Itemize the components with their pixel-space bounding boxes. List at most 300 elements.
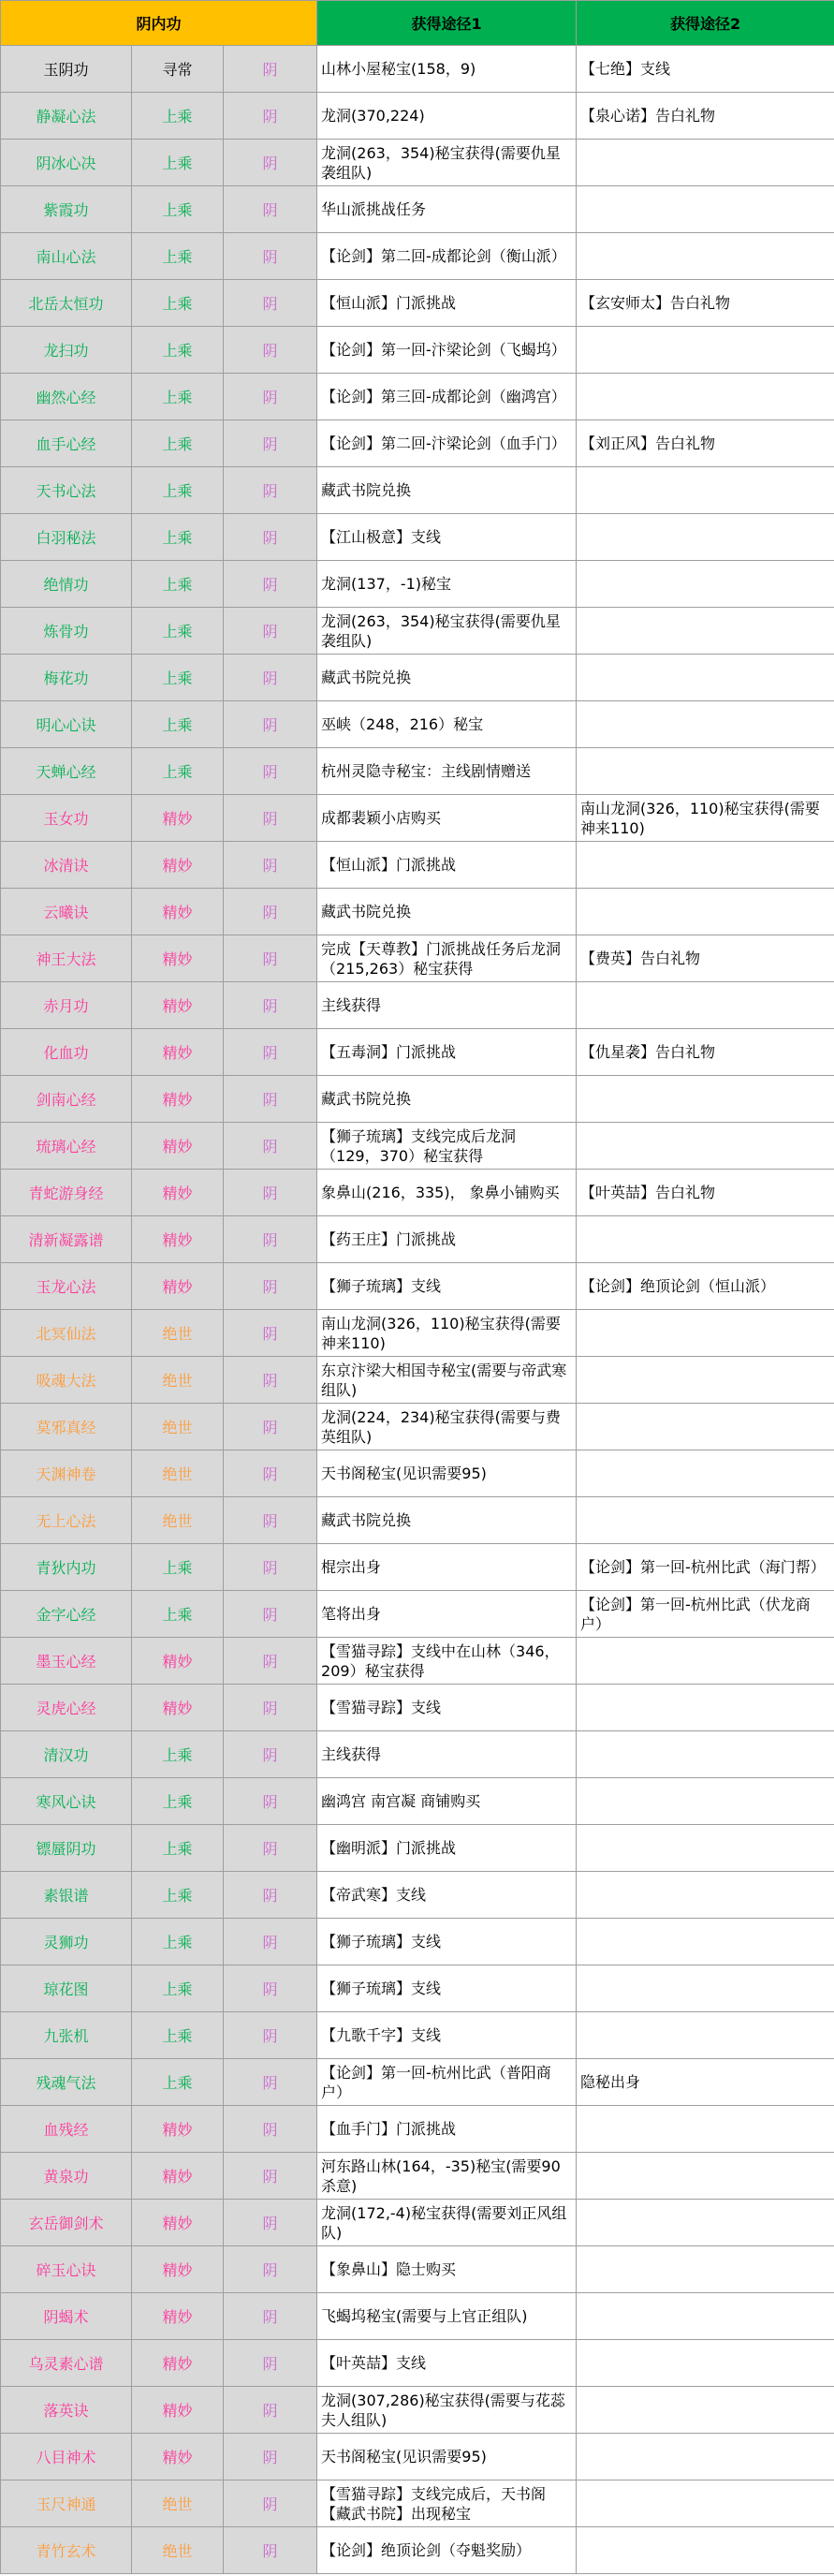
source-2 [577, 701, 834, 748]
skill-grade: 精妙 [132, 842, 224, 889]
skill-type: 阴 [224, 2387, 317, 2434]
skill-name: 清新凝露谱 [1, 1216, 132, 1263]
skill-type: 阴 [224, 1965, 317, 2012]
source-1: 【雪猫寻踪】支线 [317, 1685, 577, 1731]
skill-name: 静凝心法 [1, 93, 132, 140]
source-2: 【泉心诺】告白礼物 [577, 93, 834, 140]
source-1: 南山龙洞(326，110)秘宝获得(需要神来110) [317, 1310, 577, 1357]
skill-type: 阴 [224, 1357, 317, 1404]
skill-grade: 上乘 [132, 467, 224, 514]
skill-grade: 精妙 [132, 795, 224, 842]
skill-grade: 精妙 [132, 1638, 224, 1685]
skill-type: 阴 [224, 1310, 317, 1357]
source-2 [577, 982, 834, 1029]
source-2 [577, 2246, 834, 2293]
table-row [1, 935, 834, 982]
skill-grade: 上乘 [132, 561, 224, 608]
skill-grade: 上乘 [132, 327, 224, 374]
skill-type: 阴 [224, 1872, 317, 1919]
source-1: 【五毒洞】门派挑战 [317, 1029, 577, 1076]
source-2: 【七绝】支线 [577, 46, 834, 93]
skill-grade: 上乘 [132, 186, 224, 233]
table-row [1, 514, 834, 561]
source-1: 【雪猫寻踪】支线中在山林（346，209）秘宝获得 [317, 1638, 577, 1685]
skill-grade: 上乘 [132, 748, 224, 795]
skill-type: 阴 [224, 46, 317, 93]
skill-type: 阴 [224, 140, 317, 186]
source-1: 飞蝎坞秘宝(需要与上官正组队) [317, 2293, 577, 2340]
skill-name: 琉璃心经 [1, 1123, 132, 1170]
source-2 [577, 2434, 834, 2480]
skill-grade: 精妙 [132, 1216, 224, 1263]
header-source-2: 获得途径2 [577, 1, 834, 46]
source-1: 龙洞(370,224) [317, 93, 577, 140]
skill-grade: 上乘 [132, 2059, 224, 2106]
skill-type: 阴 [224, 889, 317, 935]
skill-grade: 精妙 [132, 2387, 224, 2434]
table-row [1, 1778, 834, 1825]
skill-type: 阴 [224, 2153, 317, 2200]
skill-name: 玉阴功 [1, 46, 132, 93]
skill-type: 阴 [224, 608, 317, 655]
skill-grade: 精妙 [132, 2153, 224, 2200]
source-1: 山林小屋秘宝(158，9) [317, 46, 577, 93]
skill-name: 梅花功 [1, 655, 132, 701]
skill-type: 阴 [224, 1404, 317, 1450]
source-1: 龙洞(263，354)秘宝获得(需要仇星袭组队) [317, 140, 577, 186]
skill-type: 阴 [224, 2059, 317, 2106]
skill-name: 莫邪真经 [1, 1404, 132, 1450]
skill-name: 青蛇游身经 [1, 1170, 132, 1216]
source-1: 【象鼻山】隐士购买 [317, 2246, 577, 2293]
source-2 [577, 842, 834, 889]
skill-type: 阴 [224, 467, 317, 514]
table-row [1, 420, 834, 467]
skill-type: 阴 [224, 1216, 317, 1263]
source-1: 藏武书院兑换 [317, 467, 577, 514]
header-category: 阴内功 [1, 1, 317, 46]
skill-name: 炼骨功 [1, 608, 132, 655]
table-row [1, 1872, 834, 1919]
skill-grade: 绝世 [132, 1450, 224, 1497]
skill-type: 阴 [224, 2293, 317, 2340]
skill-grade: 上乘 [132, 701, 224, 748]
skill-grade: 精妙 [132, 1029, 224, 1076]
skill-grade: 上乘 [132, 1825, 224, 1872]
table-row [1, 748, 834, 795]
table-row [1, 982, 834, 1029]
skill-type: 阴 [224, 748, 317, 795]
skill-grade: 精妙 [132, 2106, 224, 2153]
skill-name: 阴蝎术 [1, 2293, 132, 2340]
skill-type: 阴 [224, 655, 317, 701]
source-2 [577, 1965, 834, 2012]
skill-name: 幽然心经 [1, 374, 132, 420]
skill-grade: 上乘 [132, 233, 224, 280]
skill-name: 赤月功 [1, 982, 132, 1029]
source-2 [577, 748, 834, 795]
skill-type: 阴 [224, 1497, 317, 1544]
skill-type: 阴 [224, 1731, 317, 1778]
source-2: 【叶英喆】告白礼物 [577, 1170, 834, 1216]
source-2 [577, 2293, 834, 2340]
skill-name: 阴冰心决 [1, 140, 132, 186]
skill-name: 落英诀 [1, 2387, 132, 2434]
skill-name: 龙扫功 [1, 327, 132, 374]
source-2 [577, 2153, 834, 2200]
skill-type: 阴 [224, 2434, 317, 2480]
table-row [1, 701, 834, 748]
table-row [1, 608, 834, 655]
source-2 [577, 1076, 834, 1123]
skill-name: 天渊神卷 [1, 1450, 132, 1497]
source-2 [577, 1825, 834, 1872]
source-2: 【论剑】第一回-杭州比武（海门帮） [577, 1544, 834, 1591]
skill-grade: 上乘 [132, 1919, 224, 1965]
skill-name: 墨玉心经 [1, 1638, 132, 1685]
source-2 [577, 655, 834, 701]
skill-type: 阴 [224, 1591, 317, 1638]
table-row [1, 46, 834, 93]
source-2: 【玄安师太】告白礼物 [577, 280, 834, 327]
source-1: 主线获得 [317, 1731, 577, 1778]
source-2 [577, 514, 834, 561]
source-2 [577, 561, 834, 608]
source-2 [577, 140, 834, 186]
source-2 [577, 186, 834, 233]
source-1: 【九歌千字】支线 [317, 2012, 577, 2059]
source-1: 河东路山林(164，-35)秘宝(需要90杀意) [317, 2153, 577, 2200]
skill-name: 玉龙心法 [1, 1263, 132, 1310]
table-row [1, 842, 834, 889]
source-2 [577, 467, 834, 514]
source-1: 笔将出身 [317, 1591, 577, 1638]
skill-name: 玉尺神通 [1, 2480, 132, 2527]
skill-name: 无上心法 [1, 1497, 132, 1544]
skill-grade: 精妙 [132, 1263, 224, 1310]
source-1: 龙洞(172,-4)秘宝获得(需要刘正风组队) [317, 2200, 577, 2246]
skill-grade: 上乘 [132, 608, 224, 655]
source-1: 天书阁秘宝(见识需要95) [317, 2434, 577, 2480]
skill-grade: 绝世 [132, 1404, 224, 1450]
source-2 [577, 2106, 834, 2153]
skill-name: 灵虎心经 [1, 1685, 132, 1731]
table-row [1, 2106, 834, 2153]
source-2: 【仇星袭】告白礼物 [577, 1029, 834, 1076]
source-1: 东京汴梁大相国寺秘宝(需要与帝武寒组队) [317, 1357, 577, 1404]
skill-name: 九张机 [1, 2012, 132, 2059]
skill-type: 阴 [224, 1638, 317, 1685]
source-1: 龙洞(307,286)秘宝获得(需要与花蕊夫人组队) [317, 2387, 577, 2434]
table-row [1, 1731, 834, 1778]
skill-grade: 寻常 [132, 46, 224, 93]
source-2 [577, 1404, 834, 1450]
table-row [1, 655, 834, 701]
skill-name: 南山心法 [1, 233, 132, 280]
skill-grade: 精妙 [132, 2340, 224, 2387]
skill-type: 阴 [224, 233, 317, 280]
skill-grade: 上乘 [132, 655, 224, 701]
skill-name: 天蝉心经 [1, 748, 132, 795]
table-row [1, 2387, 834, 2434]
table-row [1, 1076, 834, 1123]
skill-type: 阴 [224, 2527, 317, 2574]
source-1: 【恒山派】门派挑战 [317, 280, 577, 327]
source-2: 【费英】告白礼物 [577, 935, 834, 982]
source-2 [577, 1919, 834, 1965]
table-row [1, 561, 834, 608]
source-1: 杭州灵隐寺秘宝：主线剧情赠送 [317, 748, 577, 795]
skill-grade: 精妙 [132, 2434, 224, 2480]
skill-name: 镖蜃阴功 [1, 1825, 132, 1872]
skill-name: 冰清诀 [1, 842, 132, 889]
table-row [1, 1591, 834, 1638]
skill-name: 北冥仙法 [1, 1310, 132, 1357]
skill-grade: 上乘 [132, 1544, 224, 1591]
skill-name: 玄岳御剑术 [1, 2200, 132, 2246]
skill-type: 阴 [224, 186, 317, 233]
skill-name: 血手心经 [1, 420, 132, 467]
skill-grade: 绝世 [132, 1497, 224, 1544]
table-row [1, 1685, 834, 1731]
table-row [1, 2200, 834, 2246]
skill-grade: 精妙 [132, 2293, 224, 2340]
table-row [1, 2480, 834, 2527]
skill-name: 清汉功 [1, 1731, 132, 1778]
skill-grade: 绝世 [132, 2480, 224, 2527]
source-1: 【幽明派】门派挑战 [317, 1825, 577, 1872]
table-row [1, 140, 834, 186]
skill-name: 黄泉功 [1, 2153, 132, 2200]
skill-type: 阴 [224, 2012, 317, 2059]
skill-grade: 上乘 [132, 1872, 224, 1919]
skill-grade: 上乘 [132, 1778, 224, 1825]
skill-name: 碎玉心诀 [1, 2246, 132, 2293]
skill-name: 血残经 [1, 2106, 132, 2153]
skill-grade: 上乘 [132, 280, 224, 327]
source-1: 完成【天尊教】门派挑战任务后龙洞（215,263）秘宝获得 [317, 935, 577, 982]
skill-name: 明心心诀 [1, 701, 132, 748]
table-row [1, 280, 834, 327]
source-2: 隐秘出身 [577, 2059, 834, 2106]
source-1: 【江山极意】支线 [317, 514, 577, 561]
source-2: 【论剑】第一回-杭州比武（伏龙商户） [577, 1591, 834, 1638]
table-row [1, 1965, 834, 2012]
skill-type: 阴 [224, 327, 317, 374]
skill-name: 玉女功 [1, 795, 132, 842]
source-1: 主线获得 [317, 982, 577, 1029]
table-row [1, 1825, 834, 1872]
skill-name: 云曦诀 [1, 889, 132, 935]
skill-name: 青狄内功 [1, 1544, 132, 1591]
skill-type: 阴 [224, 1919, 317, 1965]
skill-name: 化血功 [1, 1029, 132, 1076]
skill-name: 天书心法 [1, 467, 132, 514]
source-2 [577, 1872, 834, 1919]
skill-type: 阴 [224, 1029, 317, 1076]
source-2 [577, 2340, 834, 2387]
source-2 [577, 2387, 834, 2434]
table-row [1, 2246, 834, 2293]
source-1: 【论剑】第三回-成都论剑（幽鸿宫） [317, 374, 577, 420]
source-2 [577, 1731, 834, 1778]
source-2 [577, 2012, 834, 2059]
skill-name: 紫霞功 [1, 186, 132, 233]
source-2 [577, 1638, 834, 1685]
source-2 [577, 2200, 834, 2246]
skill-name: 灵狮功 [1, 1919, 132, 1965]
skill-type: 阴 [224, 1778, 317, 1825]
skill-grade: 上乘 [132, 514, 224, 561]
skill-type: 阴 [224, 1170, 317, 1216]
skill-type: 阴 [224, 1076, 317, 1123]
table-row [1, 1497, 834, 1544]
skill-name: 八目神术 [1, 2434, 132, 2480]
source-1: 【狮子琉璃】支线 [317, 1263, 577, 1310]
source-2 [577, 1497, 834, 1544]
table-row [1, 1263, 834, 1310]
skill-type: 阴 [224, 1825, 317, 1872]
skill-type: 阴 [224, 842, 317, 889]
skill-type: 阴 [224, 93, 317, 140]
source-1: 藏武书院兑换 [317, 1497, 577, 1544]
source-2 [577, 2527, 834, 2574]
skill-grade: 绝世 [132, 2527, 224, 2574]
skill-type: 阴 [224, 1450, 317, 1497]
source-2 [577, 233, 834, 280]
source-1: 巫峡（248，216）秘宝 [317, 701, 577, 748]
skill-type: 阴 [224, 374, 317, 420]
skill-type: 阴 [224, 935, 317, 982]
source-2 [577, 1310, 834, 1357]
source-2 [577, 1778, 834, 1825]
source-1: 天书阁秘宝(见识需要95) [317, 1450, 577, 1497]
source-2 [577, 1216, 834, 1263]
table-row [1, 233, 834, 280]
skill-type: 阴 [224, 2340, 317, 2387]
table-row [1, 1029, 834, 1076]
skill-grade: 绝世 [132, 1310, 224, 1357]
table-row [1, 1450, 834, 1497]
source-2: 【刘正风】告白礼物 [577, 420, 834, 467]
source-1: 龙洞(137，-1)秘宝 [317, 561, 577, 608]
skill-type: 阴 [224, 280, 317, 327]
skill-grade: 精妙 [132, 1123, 224, 1170]
table-row [1, 2153, 834, 2200]
skill-type: 阴 [224, 514, 317, 561]
source-2: 南山龙洞(326，110)秘宝获得(需要神来110) [577, 795, 834, 842]
table-row [1, 467, 834, 514]
skill-name: 寒风心诀 [1, 1778, 132, 1825]
source-1: 【论剑】第二回-汴梁论剑（血手门） [317, 420, 577, 467]
skill-name: 剑南心经 [1, 1076, 132, 1123]
skill-grade: 上乘 [132, 374, 224, 420]
skill-type: 阴 [224, 2246, 317, 2293]
skill-name: 残魂气法 [1, 2059, 132, 2106]
header-source-1: 获得途径1 [317, 1, 577, 46]
source-2 [577, 1450, 834, 1497]
source-1: 【论剑】第一回-汴梁论剑（飞蝎坞） [317, 327, 577, 374]
source-1: 藏武书院兑换 [317, 889, 577, 935]
source-1: 【药王庄】门派挑战 [317, 1216, 577, 1263]
source-1: 龙洞(263，354)秘宝获得(需要仇星袭组队) [317, 608, 577, 655]
source-1: 【叶英喆】支线 [317, 2340, 577, 2387]
header-row [1, 1, 834, 46]
table-row [1, 2293, 834, 2340]
source-2 [577, 889, 834, 935]
skill-grade: 上乘 [132, 1731, 224, 1778]
skill-grade: 上乘 [132, 1965, 224, 2012]
table-row [1, 889, 834, 935]
source-1: 棍宗出身 [317, 1544, 577, 1591]
source-1: 【雪猫寻踪】支线完成后，天书阁【藏武书院】出现秘宝 [317, 2480, 577, 2527]
skill-grade: 绝世 [132, 1357, 224, 1404]
source-1: 成都裴颖小店购买 [317, 795, 577, 842]
source-2 [577, 1123, 834, 1170]
source-2 [577, 374, 834, 420]
table-row [1, 1404, 834, 1450]
skill-type: 阴 [224, 1263, 317, 1310]
table-row [1, 1216, 834, 1263]
source-1: 象鼻山(216，335)， 象鼻小铺购买 [317, 1170, 577, 1216]
skill-name: 绝情功 [1, 561, 132, 608]
skill-grade: 精妙 [132, 935, 224, 982]
skill-type: 阴 [224, 1123, 317, 1170]
skill-grade: 精妙 [132, 1076, 224, 1123]
source-1: 【恒山派】门派挑战 [317, 842, 577, 889]
table-row [1, 1310, 834, 1357]
skill-grade: 精妙 [132, 889, 224, 935]
skill-grade: 精妙 [132, 1685, 224, 1731]
source-2 [577, 2480, 834, 2527]
source-1: 【血手门】门派挑战 [317, 2106, 577, 2153]
skill-grade: 精妙 [132, 2200, 224, 2246]
skill-name: 素银谱 [1, 1872, 132, 1919]
skill-type: 阴 [224, 1544, 317, 1591]
skill-name: 吸魂大法 [1, 1357, 132, 1404]
table-row [1, 1544, 834, 1591]
skill-type: 阴 [224, 2200, 317, 2246]
table-row [1, 2059, 834, 2106]
source-2: 【论剑】绝顶论剑（恒山派） [577, 1263, 834, 1310]
source-2 [577, 608, 834, 655]
source-1: 华山派挑战任务 [317, 186, 577, 233]
source-1: 藏武书院兑换 [317, 655, 577, 701]
table-row [1, 1919, 834, 1965]
source-2 [577, 327, 834, 374]
skill-name: 白羽秘法 [1, 514, 132, 561]
skill-grade: 上乘 [132, 140, 224, 186]
skill-grade: 上乘 [132, 420, 224, 467]
skill-grade: 精妙 [132, 982, 224, 1029]
skill-grade: 精妙 [132, 2246, 224, 2293]
skill-name: 金字心经 [1, 1591, 132, 1638]
skill-grade: 精妙 [132, 1170, 224, 1216]
source-1: 藏武书院兑换 [317, 1076, 577, 1123]
skill-type: 阴 [224, 982, 317, 1029]
skill-name: 乌灵素心谱 [1, 2340, 132, 2387]
source-2 [577, 1357, 834, 1404]
table-row [1, 1638, 834, 1685]
skill-grade: 上乘 [132, 93, 224, 140]
skill-type: 阴 [224, 1685, 317, 1731]
source-1: 幽鸿宫 南宫凝 商铺购买 [317, 1778, 577, 1825]
source-1: 【论剑】绝顶论剑（夺魁奖励） [317, 2527, 577, 2574]
source-1: 【论剑】第二回-成都论剑（衡山派） [317, 233, 577, 280]
source-1: 龙洞(224，234)秘宝获得(需要与费英组队) [317, 1404, 577, 1450]
source-1: 【论剑】第一回-杭州比武（普阳商户） [317, 2059, 577, 2106]
table-row [1, 2340, 834, 2387]
